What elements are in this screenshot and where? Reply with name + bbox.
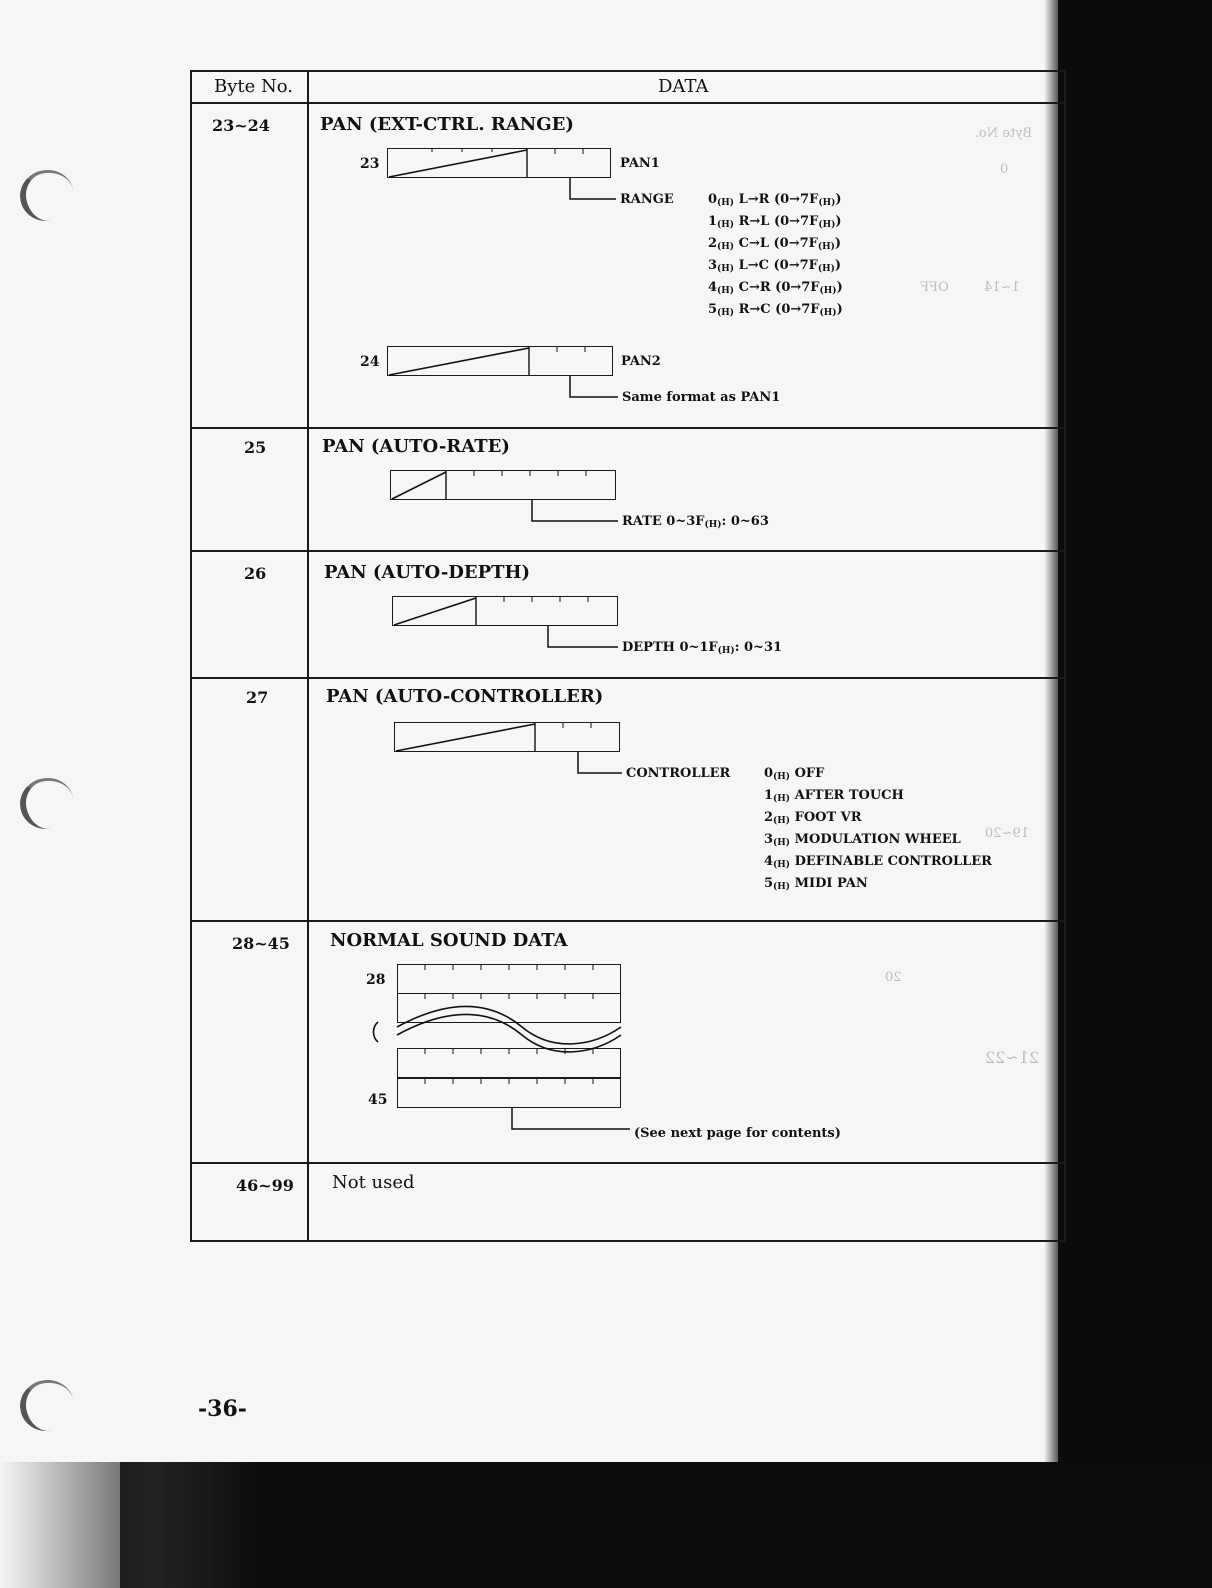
bleed-twentyone-twentytwo: 21~22 (985, 1048, 1040, 1067)
byte-46-99: 46~99 (236, 1176, 294, 1195)
byte-no-header: Byte No. (214, 76, 293, 97)
title-normal-sound-data: NORMAL SOUND DATA (330, 930, 568, 951)
controller-label: CONTROLLER (626, 766, 731, 781)
title-pan-auto-controller: PAN (AUTO-CONTROLLER) (326, 686, 604, 707)
controller-option-0: $0_{(H)}$ OFF (764, 766, 825, 782)
controller-option-1: $1_{(H)}$ AFTER TOUCH (764, 788, 904, 804)
data-header: DATA (658, 76, 709, 97)
range-value-5: $5_{(H)}$ R→C $(0\to 7F_{(H)})$ (708, 302, 843, 318)
range-value-1: $1_{(H)}$ R→L $(0\to 7F_{(H)})$ (708, 214, 842, 230)
rate-field: RATE $0\sim 3F_{(H)}$: 0~63 (622, 514, 769, 530)
bleed-nineteen-twenty: 19~20 (985, 826, 1029, 841)
reg-45-number: 45 (368, 1092, 388, 1108)
punch-hole-middle (16, 774, 78, 834)
byte-23-24: 23~24 (212, 116, 270, 135)
pan2-label: PAN2 (621, 354, 661, 369)
byte-28-45: 28~45 (232, 934, 290, 953)
controller-option-2: $2_{(H)}$ FOOT VR (764, 810, 862, 826)
bleed-byte-no: Byte No. (975, 126, 1033, 141)
see-next-page-note: (See next page for contents) (634, 1126, 841, 1141)
range-value-3: $3_{(H)}$ L→C $(0\to 7F_{(H)})$ (708, 258, 842, 274)
depth-field: DEPTH $0\sim 1F_{(H)}$: 0~31 (622, 640, 783, 656)
pan1-label: PAN1 (620, 156, 660, 171)
byte-25: 25 (244, 438, 267, 457)
bleed-twenty: 20 (885, 970, 902, 985)
title-not-used: Not used (332, 1172, 415, 1193)
byte-26: 26 (244, 564, 267, 583)
reg-23-number: 23 (360, 156, 380, 172)
punch-hole-top (16, 166, 78, 226)
controller-option-5: $5_{(H)}$ MIDI PAN (764, 876, 868, 892)
page-number: -36- (198, 1396, 247, 1422)
bleed-zero: 0 (1000, 162, 1009, 177)
register-diagram-lines (192, 72, 1068, 1244)
byte-27: 27 (246, 688, 269, 707)
range-label: RANGE (620, 192, 674, 207)
bleed-off: OFF (920, 280, 949, 295)
controller-option-4: $4_{(H)}$ DEFINABLE CONTROLLER (764, 854, 992, 870)
punch-hole-bottom (16, 1376, 78, 1436)
title-pan-auto-rate: PAN (AUTO-RATE) (322, 436, 510, 457)
reg-24-number: 24 (360, 354, 380, 370)
range-value-4: $4_{(H)}$ C→R $(0\to 7F_{(H)})$ (708, 280, 843, 296)
range-value-2: $2_{(H)}$ C→L $(0\to 7F_{(H)})$ (708, 236, 842, 252)
reg-28-number: 28 (366, 972, 386, 988)
pan2-note: Same format as PAN1 (622, 390, 781, 405)
bleed-one-fourteen: 1~14 (984, 280, 1020, 295)
range-value-0: $0_{(H)}$ L→R $(0\to 7F_{(H)})$ (708, 192, 842, 208)
scan-dark-bottom (120, 1462, 1212, 1588)
title-pan-ext-ctrl-range: PAN (EXT-CTRL. RANGE) (320, 114, 574, 135)
controller-option-3: $3_{(H)}$ MODULATION WHEEL (764, 832, 961, 848)
scan-dark-edge (1058, 0, 1212, 1588)
title-pan-auto-depth: PAN (AUTO-DEPTH) (324, 562, 531, 583)
data-format-table (190, 70, 1066, 1242)
